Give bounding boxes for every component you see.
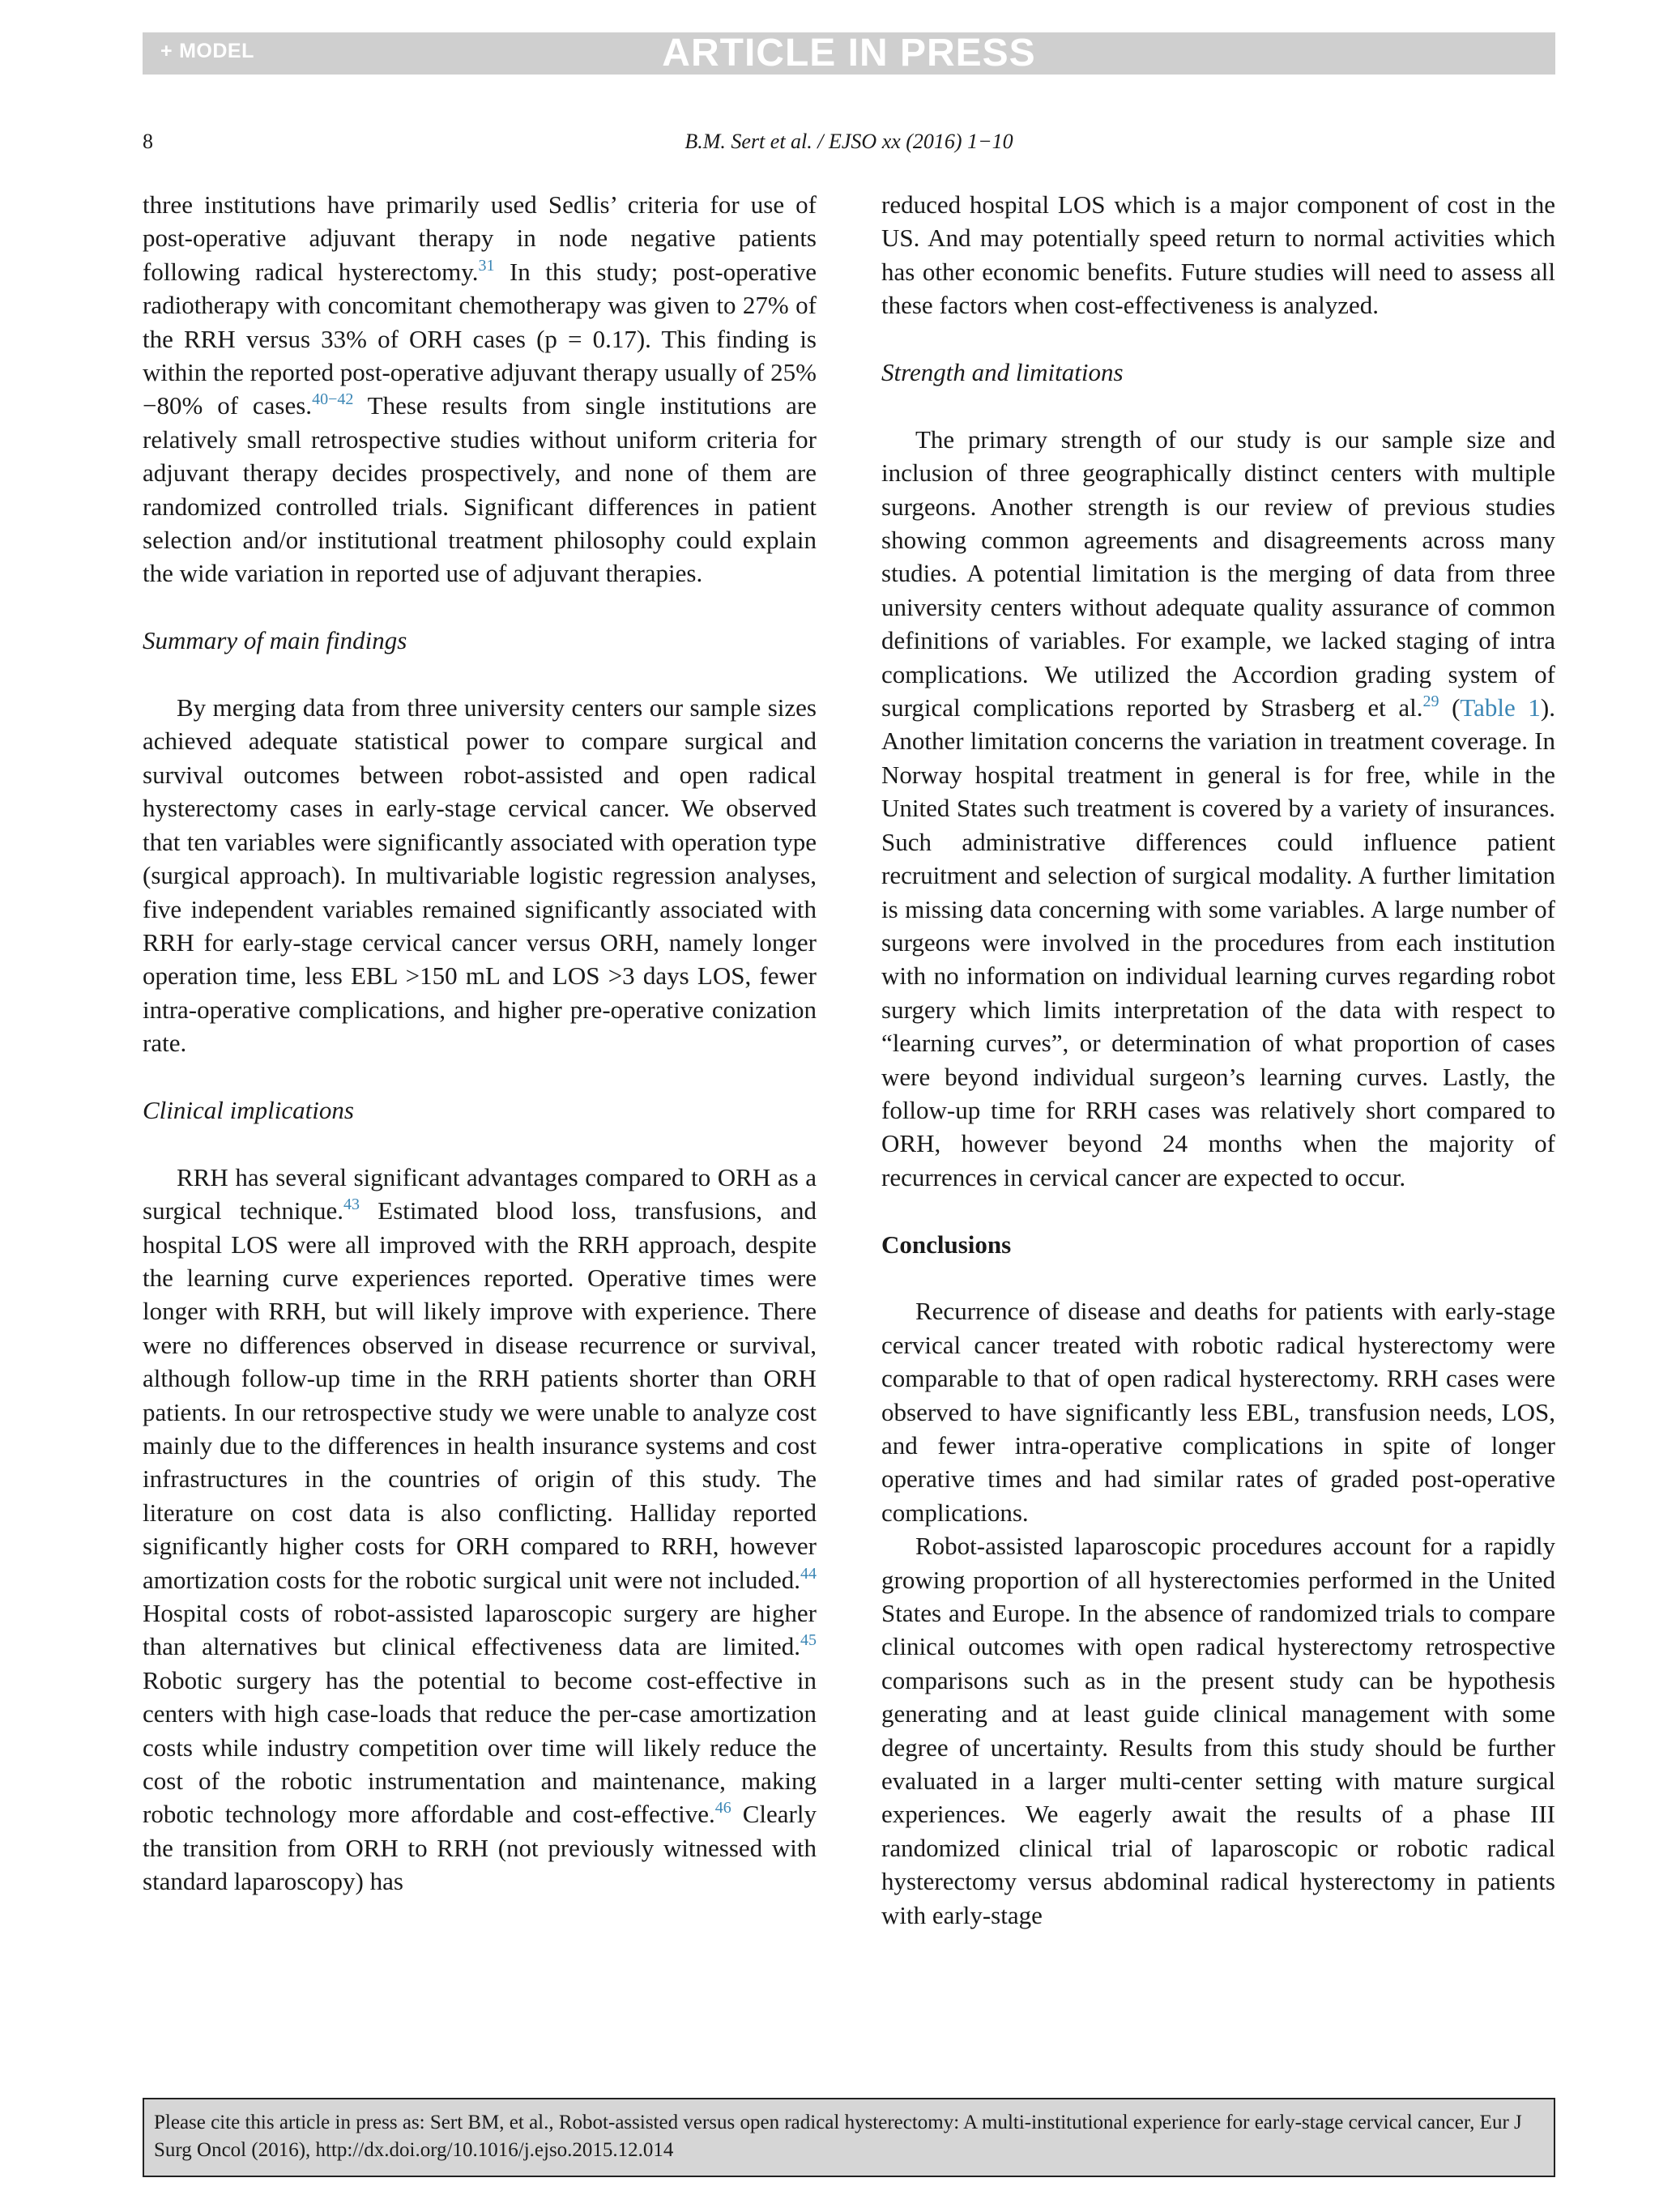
paragraph-cost: reduced hospital LOS which is a major component of cost in the US. And may potentially speed return to normal activities which has other economic benefits. Future studies will need to assess all these factors when cost-effectiveness is analyzed.: [881, 190, 1555, 320]
right-column: [881, 188, 1555, 1932]
citation-text[interactable]: Please cite this article in press as: Sert BM, et al., Robot-assisted versus open radical hysterectomy: A multi-institutional experience for early-stage cervical cancer, Eur J Surg Oncol (2016), http://dx.doi.org/10.1016/j.ejso.2015.12.014: [154, 2112, 1522, 2161]
reference-link[interactable]: 45: [800, 1631, 817, 1650]
reference-link[interactable]: 29: [1422, 693, 1439, 711]
paragraph-clinical-implications: [143, 1161, 817, 1899]
paragraph-conclusions-2: Robot-assisted laparoscopic procedures account for a rapidly growing proportion of all hysterectomies performed in the United States and Europe. In the absence of randomized trials to compare clinical outcomes with open radical hysterectomy retrospective comparisons such as in the present study can be hypothesis generating and at least guide clinical management with some degree of uncertainty. Results from this study should be further evaluated in a larger multi-center setting with mature surgical experiences. We eagerly await the results of a phase III randomized clinical trial of laparoscopic or robotic radical hysterectomy versus abdominal radical hysterectomy in patients with early-stage: [881, 1532, 1555, 1929]
page-number: 8: [143, 130, 153, 153]
paragraph-summary: By merging data from three university centers our sample sizes achieved adequate statistical power to compare surgical and survival outcomes between robot-assisted and open radical hysterectomy cases in early-stage cervical cancer. We observed that ten variables were significantly associated with operation type (surgical approach). In multivariable logistic regression analyses, five independent variables remained significantly associated with RRH for early-stage cervical cancer versus ORH, namely longer operation time, less EBL >150 mL and LOS >3 days LOS, fewer intra-operative complications, and higher pre-operative conization rate.: [143, 693, 817, 1058]
reference-link[interactable]: 44: [800, 1564, 817, 1583]
model-text: MODEL: [179, 40, 254, 62]
section-heading-summary: Summary of main findings: [143, 626, 407, 655]
section-heading-clinical: Clinical implications: [143, 1095, 354, 1124]
plus-icon: +: [160, 40, 173, 62]
text-run: Clearly the transition from ORH to RRH (not previously witnessed with standard laparoscopy) has: [143, 1800, 817, 1896]
text-run: Estimated blood loss, transfusions, and hospital LOS were all improved with the RRH approach, despite the learning curve experiences reported. Operative times were longer with RRH, but will likely improve with experience. There were no differences observed in disease recurrence or survival, although follow-up time in the RRH patients shorter than ORH patients. In our retrospective study we were unable to analyze cost mainly due to the differences in health insurance systems and cost infrastructures in the countries of origin of this study. The literature on cost data is also conflicting. Halliday reported significantly higher costs for ORH compared to RRH, however amortization costs for the robotic surgical unit were not included.: [143, 1196, 817, 1594]
citation-box: [143, 2098, 1555, 2177]
banner-title: ARTICLE IN PRESS: [662, 32, 1036, 75]
reference-link[interactable]: 40−42: [312, 390, 354, 409]
section-heading-strength: Strength and limitations: [881, 358, 1124, 387]
paragraph-adjuvant-therapy: [143, 188, 817, 590]
text-run: Robotic surgery has the potential to become cost-effective in centers with high case-loads that reduce the per-case amortization costs while industry competition over time will likely reduce the cost of the robotic instrumentation and maintenance, making robotic technology more affordable and cost-effective.: [143, 1665, 817, 1829]
paragraph-conclusions-1: Recurrence of disease and deaths for patients with early-stage cervical cancer treated with robotic radical hysterectomy were comparable to that of open radical hysterectomy. RRH cases were observed to have significantly less EBL, transfusion needs, LOS, and fewer intra-operative complications in spite of longer operative times and had similar rates of graded post-operative complications.: [881, 1297, 1555, 1527]
reference-link[interactable]: 43: [343, 1196, 360, 1214]
running-head: [143, 130, 1555, 162]
table-link[interactable]: Table 1: [1460, 693, 1541, 722]
journal-reference: B.M. Sert et al. / EJSO xx (2016) 1−10: [684, 130, 1013, 153]
reference-link[interactable]: 31: [478, 256, 495, 275]
article-in-press-banner: [143, 32, 1555, 75]
text-run: These results from single institutions are relatively small retrospective studies without uniform criteria for adjuvant therapy decides prospectively, and none of them are randomized controlled trials. Significant differences in patient selection and/or institutional treatment philosophy could explain the wide variation in reported use of adjuvant therapies.: [143, 391, 817, 588]
text-run: ). Another limitation concerns the variation in treatment coverage. In Norway hospital treatment in general is for free, while in the United States such treatment is covered by a variety of insurances. Such administrative differences could influence patient recruitment and selection of surgical modality. A further limitation is missing data concerning with some variables. A large number of surgeons were involved in the procedures from each institution with no information on individual learning curves regarding robot surgery which limits interpretation of the data with respect to “learning curves”, or determination of what proportion of cases were beyond individual surgeon’s learning curves. Lastly, the follow-up time for RRH cases was relatively short compared to ORH, however beyond 24 months when the majority of recurrences in cervical cancer are expected to occur.: [881, 693, 1555, 1191]
section-heading-conclusions: Conclusions: [881, 1230, 1012, 1259]
text-run: The primary strength of our study is our sample size and inclusion of three geographically distinct centers with multiple surgeons. Another strength is our review of previous studies showing common agreements and disagreements across many studies. A potential limitation is the merging of data from three university centers without adequate quality assurance of common definitions of variables. For example, we lacked staging of intra complications. We utilized the Accordion grading system of surgical complications reported by Strasberg et al.: [881, 424, 1555, 722]
paragraph-strength-limitations: [881, 423, 1555, 1194]
text-run: (: [1439, 693, 1461, 722]
text-run: RRH has several significant advantages compared to ORH as a surgical technique.: [143, 1162, 817, 1225]
text-run: Hospital costs of robot-assisted laparoscopic surgery are higher than alternatives but clinical effectiveness data are limited.: [143, 1599, 817, 1661]
text-run: three institutions have primarily used Sedlis’ criteria for use of post-operative adjuvant therapy in node negative patients following radical hysterectomy.: [143, 190, 817, 286]
left-column: [143, 188, 817, 1899]
text-run: In this study; post-operative radiotherapy with concomitant chemotherapy was given to 27% of the RRH versus 33% of ORH cases (p = 0.17). This finding is within the reported post-operative adjuvant therapy usually of 25%−80% of cases.: [143, 257, 817, 420]
reference-link[interactable]: 46: [714, 1799, 731, 1818]
